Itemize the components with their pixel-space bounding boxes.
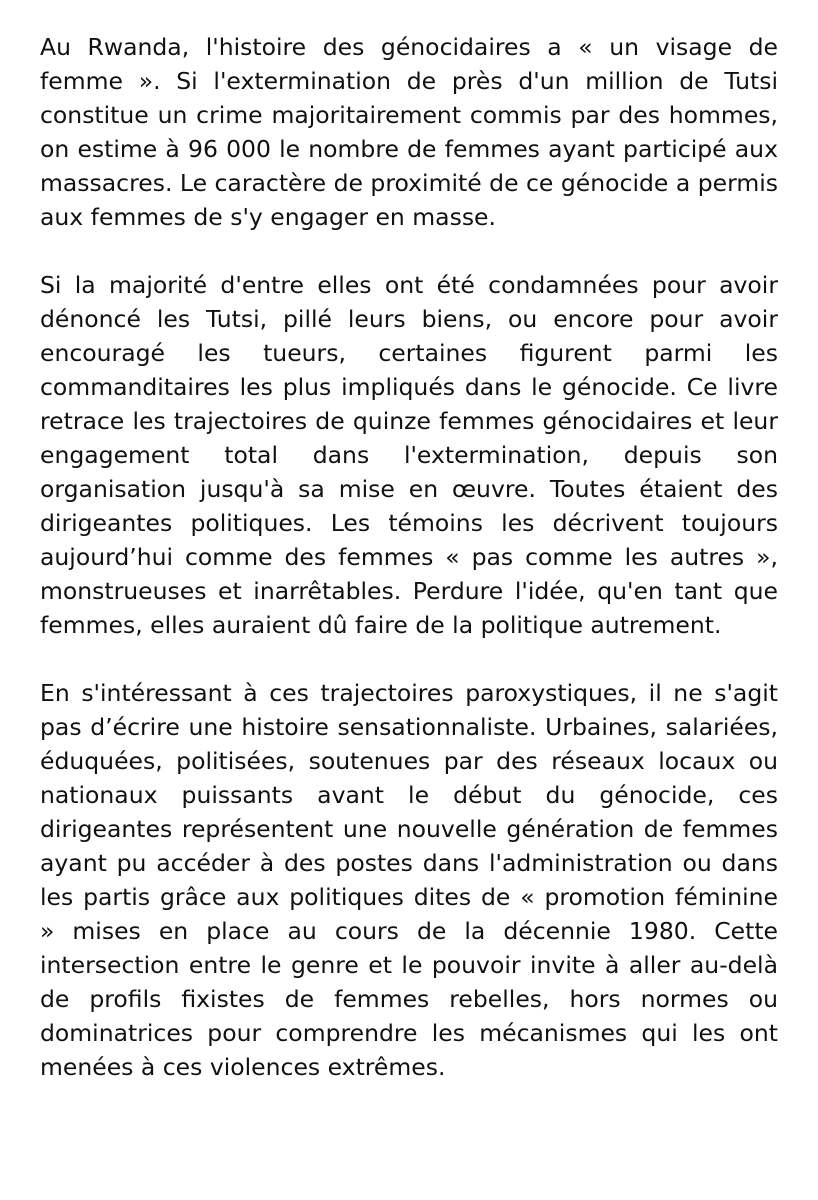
- paragraph-2: Si la majorité d'entre elles ont été condamnées pour avoir dénoncé les Tutsi, pillé leurs biens, ou encore pour avoir encouragé les tueurs, certaines figurent parmi les commanditaires les plus impliqués dans le génocide. Ce livre retrace les trajectoires de quinze femmes génocidaires et leur engagement total dans l'extermination, depuis son organisation jusqu'à sa mise en œuvre. Toutes étaient des dirigeantes politiques. Les témoins les décrivent toujours aujourd’hui comme des femmes « pas comme les autres », monstrueuses et inarrêtables. Perdure l'idée, qu'en tant que femmes, elles auraient dû faire de la politique autrement.: [40, 271, 778, 639]
- paragraph-3: En s'intéressant à ces trajectoires paroxystiques, il ne s'agit pas d’écrire une histoire sensationnaliste. Urbaines, salariées, éduquées, politisées, soutenues par des réseaux locaux ou nationaux puissants avant le début du génocide, ces dirigeantes représentent une nouvelle génération de femmes ayant pu accéder à des postes dans l'administration ou dans les partis grâce aux politiques dites de « promotion féminine » mises en place au cours de la décennie 1980. Cette intersection entre le genre et le pouvoir invite à aller au-delà de profils fixistes de femmes rebelles, hors normes ou dominatrices pour comprendre les mécanismes qui les ont menées à ces violences extrêmes.: [40, 679, 778, 1081]
- paragraph-1: Au Rwanda, l'histoire des génocidaires a « un visage de femme ». Si l'extermination de près d'un million de Tutsi constitue un crime majoritairement commis par des hommes, on estime à 96 000 le nombre de femmes ayant participé aux massacres. Le caractère de proximité de ce génocide a permis aux femmes de s'y engager en masse.: [40, 33, 778, 231]
